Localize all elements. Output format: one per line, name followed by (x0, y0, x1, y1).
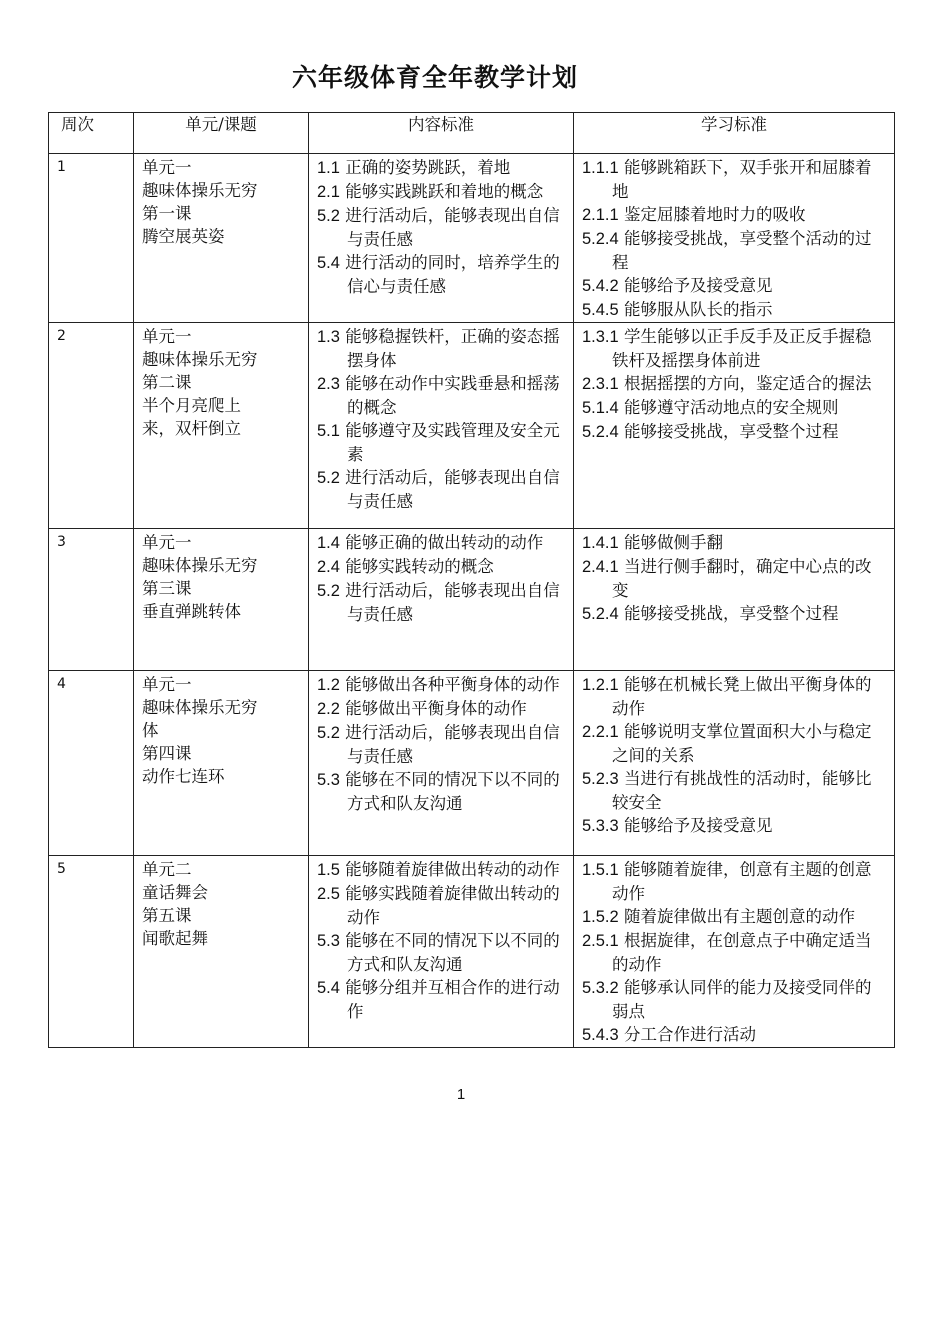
standard-number: 1.2 (317, 676, 340, 694)
standard-text: 随着旋律做出有主题创意的动作 (623, 907, 855, 926)
standard-text: 能够随着旋律，创意有主题的创意动作 (612, 860, 872, 903)
page-number: 1 (456, 1086, 466, 1103)
unit-line: 趣味体操乐无穷 (142, 181, 258, 200)
standard-text: 进行活动后，能够表现出自信与责任感 (345, 723, 560, 766)
standard-text: 能够实践跳跃和着地的概念 (345, 182, 544, 201)
content-standard-item (317, 673, 565, 697)
standard-number: 5.2 (317, 724, 340, 742)
page-title: 六年级体育全年教学计划 (291, 63, 578, 92)
learning-standard-cell (574, 671, 895, 856)
standard-number: 1.2.1 (582, 676, 619, 694)
content-standard-item (317, 882, 565, 929)
header-learning-standard: 学习标准 (574, 113, 895, 154)
standard-number: 2.5 (317, 885, 340, 903)
standard-number: 2.2 (317, 700, 340, 718)
table-header-row (49, 113, 895, 154)
standard-text: 能够承认同伴的能力及接受同伴的弱点 (612, 978, 872, 1021)
unit-line: 童话舞会 (142, 883, 208, 902)
week-cell: 2 (49, 323, 134, 529)
standard-number: 2.3 (317, 375, 340, 393)
unit-line: 单元二 (142, 860, 192, 879)
standard-number: 5.1.4 (582, 399, 619, 417)
learning-standard-cell (574, 323, 895, 529)
standard-text: 当进行侧手翻时，确定中心点的改变 (612, 557, 872, 600)
content-standard-cell (309, 671, 574, 856)
learning-standard-item (582, 531, 886, 555)
standard-text: 能够遵守及实践管理及安全元素 (345, 421, 560, 464)
standard-text: 能够说明支掌位置面积大小与稳定之间的关系 (612, 722, 872, 765)
content-standard-item (317, 156, 565, 180)
standard-text: 鉴定屈膝着地时力的吸收 (623, 205, 806, 224)
learning-standard-item (582, 274, 886, 298)
content-standard-item (317, 555, 565, 579)
standard-number: 2.1.1 (582, 206, 619, 224)
standard-text: 分工合作进行活动 (623, 1025, 756, 1044)
standard-text: 进行活动后，能够表现出自信与责任感 (345, 206, 560, 249)
learning-standard-cell (574, 529, 895, 671)
standard-number: 5.2.4 (582, 605, 619, 623)
learning-standard-item (582, 420, 886, 444)
unit-line: 动作七连环 (142, 767, 225, 786)
standard-text: 能够跳箱跃下，双手张开和屈膝着地 (612, 158, 872, 201)
learning-standard-item (582, 396, 886, 420)
standard-text: 能够做出平衡身体的动作 (345, 699, 527, 718)
content-standard-item (317, 768, 565, 815)
unit-line: 闻歌起舞 (142, 929, 208, 948)
standard-text: 根据旋律，在创意点子中确定适当的动作 (612, 931, 872, 974)
week-cell: 1 (49, 154, 134, 323)
learning-standard-item (582, 372, 886, 396)
standard-text: 能够服从队长的指示 (623, 300, 773, 319)
unit-line: 腾空展英姿 (142, 227, 225, 246)
unit-line: 单元一 (142, 675, 192, 694)
header-week: 周次 (49, 113, 134, 154)
standard-text: 能够在动作中实践垂悬和摇荡的概念 (345, 374, 560, 417)
unit-cell (134, 529, 309, 671)
standard-number: 1.4.1 (582, 534, 619, 552)
standard-text: 能够在不同的情况下以不同的方式和队友沟通 (345, 931, 560, 974)
standard-number: 5.4 (317, 254, 340, 272)
standard-number: 5.4 (317, 979, 340, 997)
standard-text: 能够分组并互相合作的进行动作 (345, 978, 560, 1021)
content-standard-item (317, 929, 565, 976)
standard-number: 5.2 (317, 582, 340, 600)
unit-line: 第五课 (142, 906, 192, 925)
standard-number: 5.2.3 (582, 770, 619, 788)
standard-text: 能够实践随着旋律做出转动的动作 (345, 884, 560, 927)
standard-number: 2.4 (317, 558, 340, 576)
learning-standard-item (582, 905, 886, 929)
learning-standard-item (582, 555, 886, 602)
learning-standard-item (582, 325, 886, 372)
standard-number: 5.3 (317, 771, 340, 789)
learning-standard-item (582, 929, 886, 976)
standard-number: 5.2.4 (582, 230, 619, 248)
learning-standard-item (582, 720, 886, 767)
standard-text: 能够随着旋律做出转动的动作 (345, 860, 560, 879)
learning-standard-item (582, 1023, 886, 1047)
standard-number: 5.4.5 (582, 301, 619, 319)
week-cell: 3 (49, 529, 134, 671)
content-standard-item (317, 976, 565, 1023)
header-content-standard: 内容标准 (309, 113, 574, 154)
content-standard-item (317, 721, 565, 768)
content-standard-item (317, 697, 565, 721)
learning-standard-item (582, 858, 886, 905)
standard-text: 能够稳握铁杆，正确的姿态摇摆身体 (345, 327, 560, 370)
standard-text: 能够在不同的情况下以不同的方式和队友沟通 (345, 770, 560, 813)
standard-number: 5.1 (317, 422, 340, 440)
teaching-plan-table (48, 112, 895, 1048)
learning-standard-item (582, 156, 886, 203)
standard-text: 能够给予及接受意见 (623, 816, 773, 835)
standard-text: 能够给予及接受意见 (623, 276, 773, 295)
learning-standard-item (582, 976, 886, 1023)
standard-text: 当进行有挑战性的活动时，能够比较安全 (612, 769, 872, 812)
standard-number: 1.5.1 (582, 861, 619, 879)
content-standard-cell (309, 529, 574, 671)
standard-number: 2.1 (317, 183, 340, 201)
unit-cell (134, 856, 309, 1048)
standard-number: 1.5 (317, 861, 340, 879)
content-standard-cell (309, 323, 574, 529)
header-unit: 单元/课题 (134, 113, 309, 154)
content-standard-item (317, 531, 565, 555)
standard-number: 1.3.1 (582, 328, 619, 346)
standard-text: 正确的姿势跳跃，着地 (345, 158, 511, 177)
standard-number: 5.3 (317, 932, 340, 950)
content-standard-item (317, 180, 565, 204)
unit-cell (134, 323, 309, 529)
standard-number: 1.1 (317, 159, 340, 177)
unit-line: 半个月亮爬上 (142, 396, 241, 415)
standard-number: 5.4.2 (582, 277, 619, 295)
unit-line: 单元一 (142, 158, 192, 177)
unit-line: 趣味体操乐无穷 (142, 350, 258, 369)
unit-line: 第四课 (142, 744, 192, 763)
table-row (49, 856, 895, 1048)
unit-line: 第二课 (142, 373, 192, 392)
content-standard-cell (309, 154, 574, 323)
unit-line: 来，双杆倒立 (142, 419, 241, 438)
unit-cell (134, 671, 309, 856)
table-row (49, 154, 895, 323)
unit-line: 体 (142, 721, 159, 740)
standard-text: 能够在机械长凳上做出平衡身体的动作 (612, 675, 872, 718)
standard-number: 2.2.1 (582, 723, 619, 741)
table-row (49, 323, 895, 529)
learning-standard-item (582, 767, 886, 814)
standard-number: 1.4 (317, 534, 340, 552)
standard-number: 5.2 (317, 207, 340, 225)
week-cell: 4 (49, 671, 134, 856)
standard-number: 5.2.4 (582, 423, 619, 441)
unit-line: 第三课 (142, 579, 192, 598)
standard-text: 能够做侧手翻 (623, 533, 723, 552)
learning-standard-cell (574, 856, 895, 1048)
week-cell: 5 (49, 856, 134, 1048)
learning-standard-item (582, 814, 886, 838)
learning-standard-item (582, 602, 886, 626)
standard-text: 能够接受挑战，享受整个活动的过程 (612, 229, 872, 272)
content-standard-item (317, 466, 565, 513)
standard-number: 5.3.3 (582, 817, 619, 835)
standard-number: 2.5.1 (582, 932, 619, 950)
content-standard-item (317, 419, 565, 466)
standard-text: 进行活动后，能够表现出自信与责任感 (345, 581, 560, 624)
standard-text: 能够正确的做出转动的动作 (345, 533, 544, 552)
unit-line: 单元一 (142, 533, 192, 552)
content-standard-item (317, 579, 565, 626)
standard-text: 进行活动后，能够表现出自信与责任感 (345, 468, 560, 511)
learning-standard-cell (574, 154, 895, 323)
standard-text: 学生能够以正手反手及正反手握稳铁杆及摇摆身体前进 (612, 327, 872, 370)
content-standard-item (317, 858, 565, 882)
standard-text: 能够遵守活动地点的安全规则 (623, 398, 839, 417)
standard-number: 5.2 (317, 469, 340, 487)
learning-standard-item (582, 673, 886, 720)
unit-line: 垂直弹跳转体 (142, 602, 241, 621)
table-row (49, 671, 895, 856)
standard-number: 1.1.1 (582, 159, 619, 177)
unit-line: 趣味体操乐无穷 (142, 556, 258, 575)
standard-number: 1.5.2 (582, 908, 619, 926)
unit-line: 趣味体操乐无穷 (142, 698, 258, 717)
standard-text: 根据摇摆的方向，鉴定适合的握法 (623, 374, 872, 393)
unit-line: 第一课 (142, 204, 192, 223)
standard-text: 能够接受挑战，享受整个过程 (623, 422, 839, 441)
standard-text: 能够做出各种平衡身体的动作 (345, 675, 560, 694)
content-standard-item (317, 325, 565, 372)
learning-standard-item (582, 227, 886, 274)
unit-line: 单元一 (142, 327, 192, 346)
content-standard-item (317, 251, 565, 298)
content-standard-item (317, 204, 565, 251)
standard-number: 2.4.1 (582, 558, 619, 576)
standard-number: 2.3.1 (582, 375, 619, 393)
learning-standard-item (582, 298, 886, 322)
standard-text: 能够接受挑战，享受整个过程 (623, 604, 839, 623)
standard-text: 进行活动的同时，培养学生的信心与责任感 (345, 253, 560, 296)
standard-text: 能够实践转动的概念 (345, 557, 494, 576)
content-standard-cell (309, 856, 574, 1048)
unit-cell (134, 154, 309, 323)
learning-standard-item (582, 203, 886, 227)
table-row (49, 529, 895, 671)
content-standard-item (317, 372, 565, 419)
standard-number: 1.3 (317, 328, 340, 346)
standard-number: 5.4.3 (582, 1026, 619, 1044)
standard-number: 5.3.2 (582, 979, 619, 997)
